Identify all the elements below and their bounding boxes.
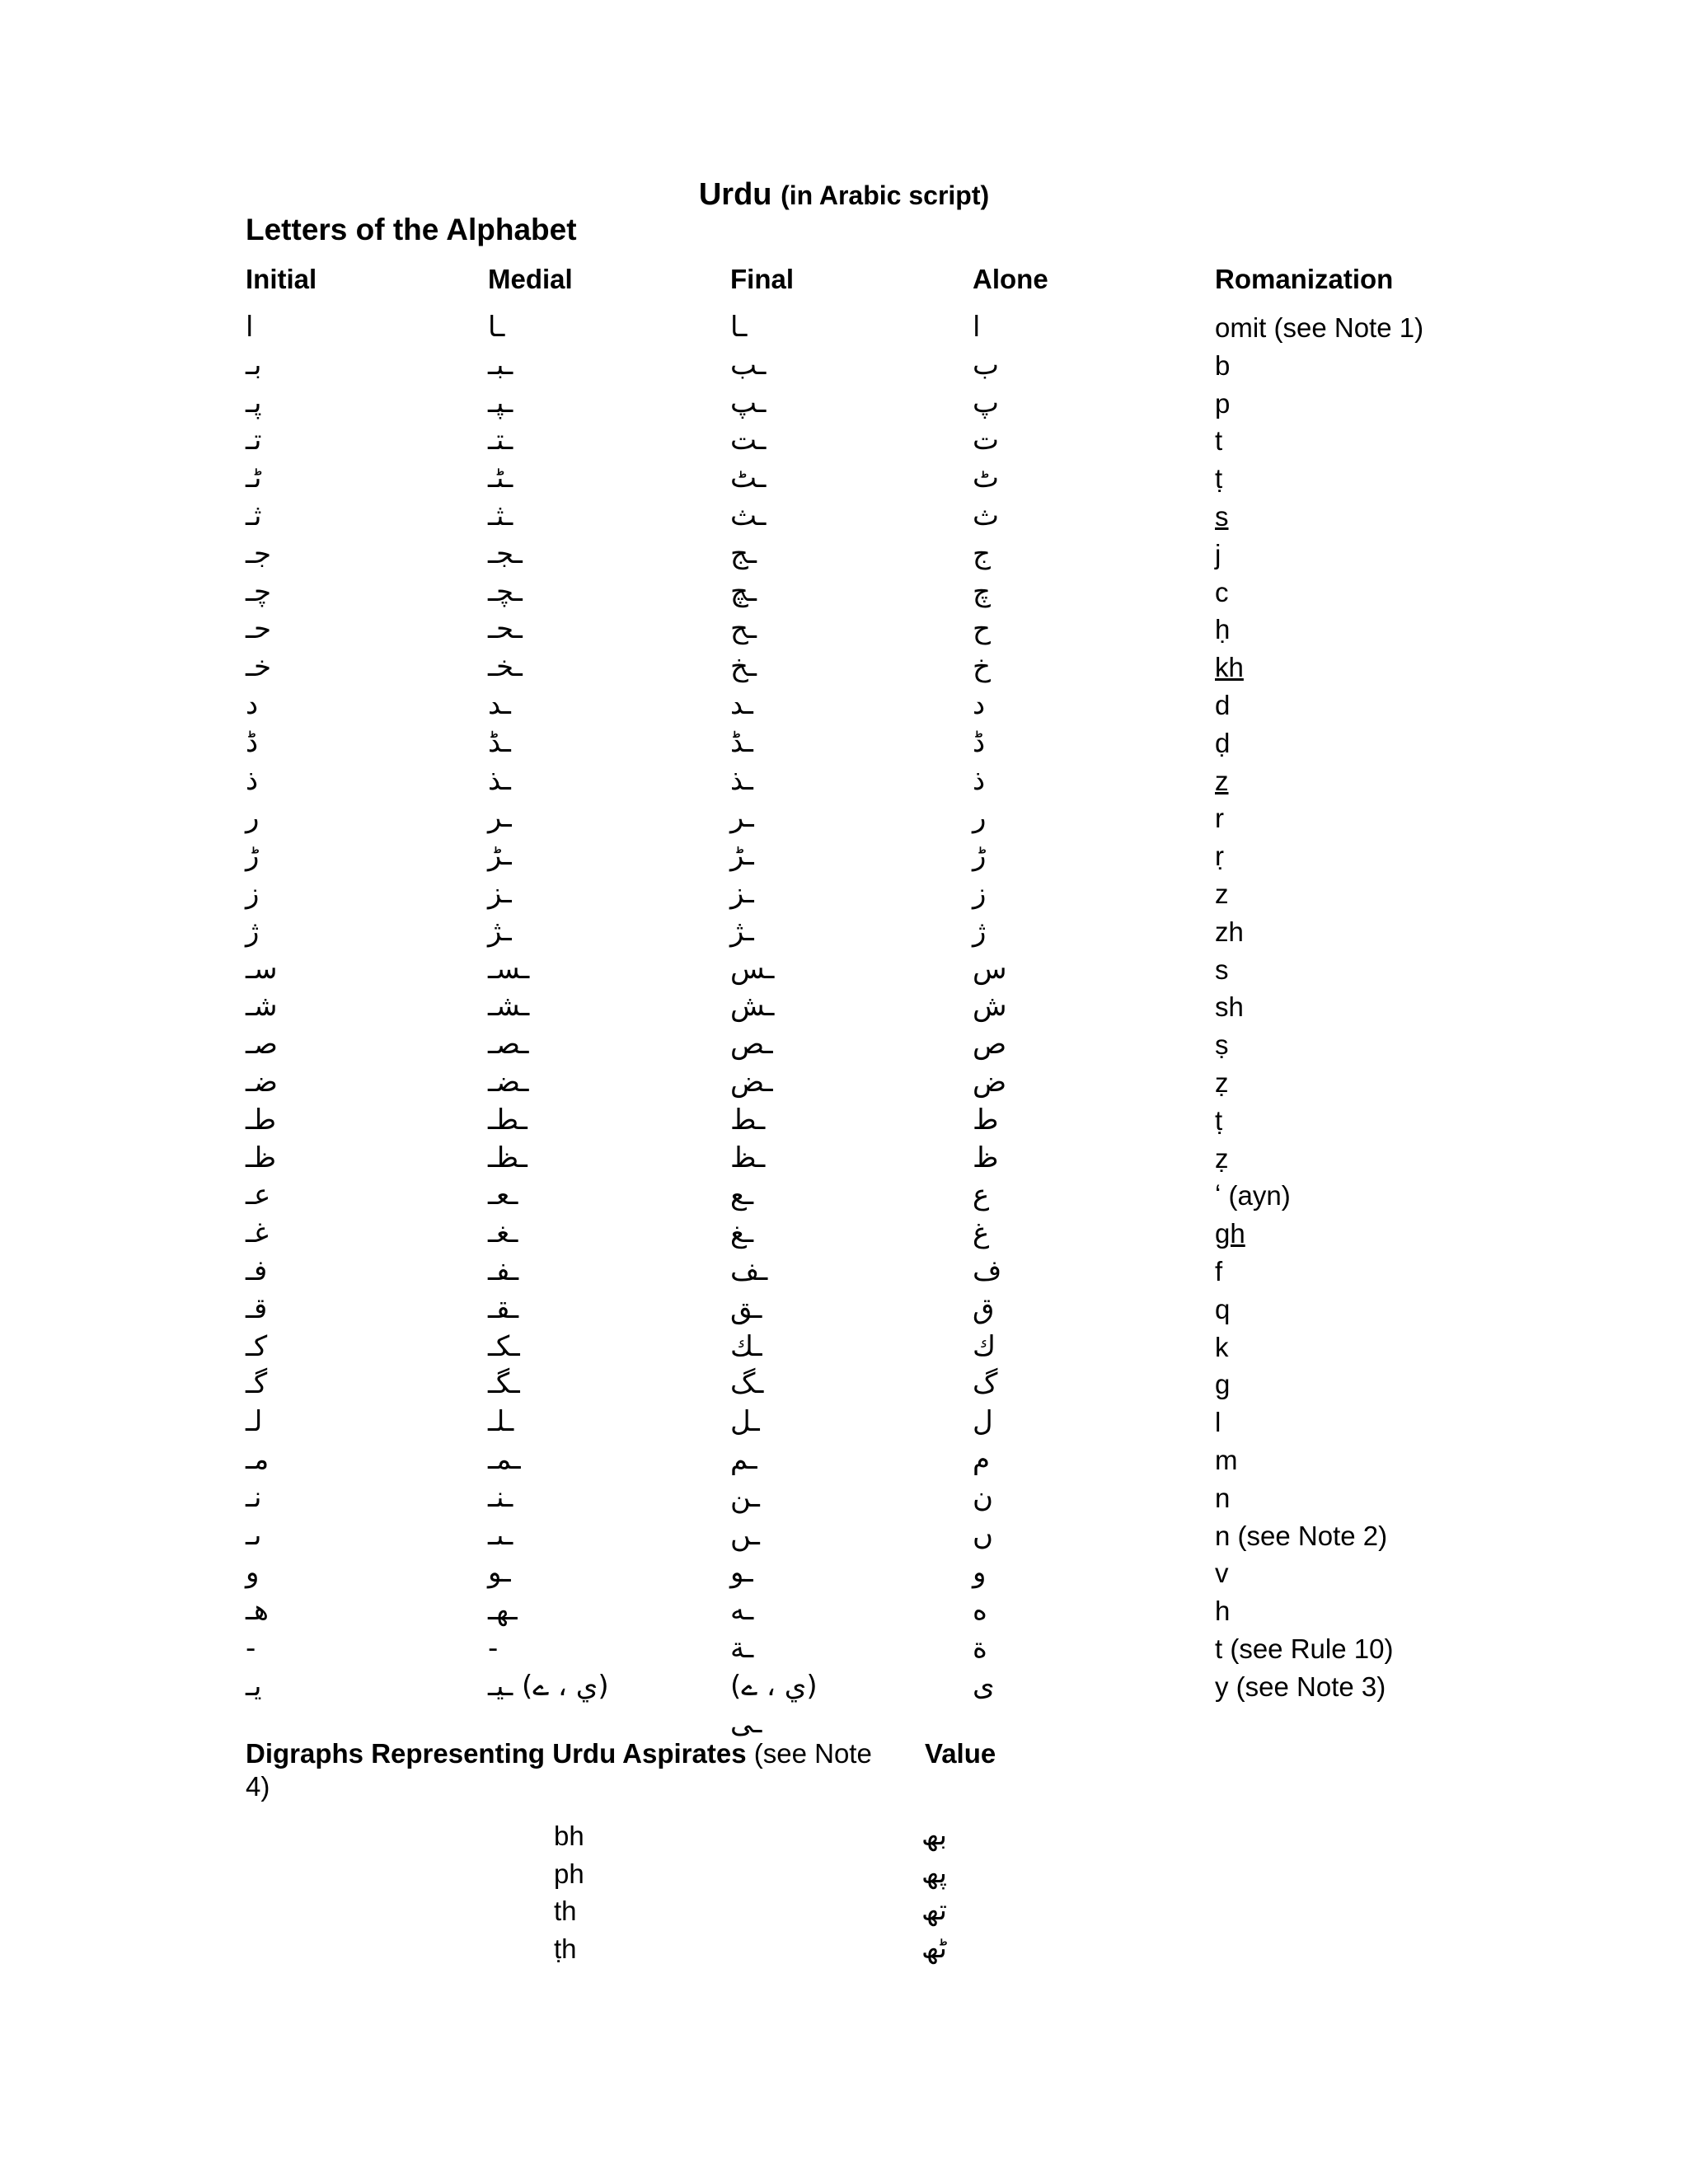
letter-row (0, 799, 1688, 837)
initial-form: پـ (246, 386, 262, 419)
final-form: ـس (730, 952, 775, 986)
initial-form: کـ (246, 1329, 268, 1363)
romanization-value: gh (1215, 1218, 1245, 1249)
final-form: ـق (730, 1291, 762, 1325)
initial-form: بـ (246, 348, 262, 382)
page-title (0, 177, 1688, 213)
letter-row (0, 1215, 1688, 1253)
final-form: ـث (730, 499, 767, 532)
romanization-value: zh (1215, 916, 1244, 947)
romanization-value: l (1215, 1407, 1221, 1438)
letter-row (0, 347, 1688, 385)
medial-form: ـکـ (488, 1329, 520, 1363)
letter-row (0, 724, 1688, 762)
romanization-value: ẓ (1215, 1066, 1229, 1098)
alone-form: خ (973, 650, 991, 684)
digraph-value: تھ (921, 1894, 947, 1927)
alone-form: غ (973, 1216, 990, 1250)
initial-form: ظـ (246, 1141, 277, 1174)
initial-form: عـ (246, 1179, 271, 1212)
romanization-value: d (1215, 689, 1231, 720)
medial-form: ـسـ (488, 952, 530, 986)
alone-form: و (973, 1556, 987, 1590)
initial-form: نـ (246, 1480, 262, 1514)
letter-row (0, 498, 1688, 536)
alone-form: ن (973, 1480, 993, 1514)
final-form: ـچ (730, 574, 757, 608)
initial-form: ںـ (246, 1518, 262, 1552)
letter-row (0, 1026, 1688, 1064)
alone-form: ج (973, 537, 991, 570)
medial-form: ـٹـ (488, 462, 513, 495)
romanization-value: ṣ (1215, 1029, 1229, 1061)
medial-form: ـر (488, 801, 512, 835)
medial-form: ـضـ (488, 1065, 529, 1099)
value-heading: Value (925, 1738, 996, 1769)
romanization-value: sh (1215, 991, 1244, 1023)
digraph-row (0, 1855, 1688, 1893)
initial-form: لـ (246, 1405, 263, 1439)
initial-form: شـ (246, 990, 278, 1024)
letter-row (0, 1140, 1688, 1178)
medial-form: ـچـ (488, 574, 523, 608)
letter-row (0, 1441, 1688, 1479)
letter-row (0, 1253, 1688, 1291)
title-main: Urdu (698, 177, 772, 212)
romanization-value: p (1215, 387, 1231, 419)
digraphs-heading (246, 1737, 897, 1803)
romanization-value: z (1215, 878, 1229, 909)
final-form: ـا (730, 311, 748, 344)
letter-row (0, 1329, 1688, 1366)
alone-form: ل (973, 1405, 993, 1439)
initial-form: ر (246, 801, 260, 835)
alone-form: چ (973, 574, 991, 608)
initial-form: يـ (246, 1669, 262, 1703)
initial-form: تـ (246, 424, 262, 457)
alone-form: پ (973, 386, 1000, 419)
romanization-value: ḥ (1215, 614, 1231, 645)
digraph-latin: ṭh (554, 1933, 577, 1964)
digraphs-table (0, 1817, 1688, 1967)
letter-row (0, 309, 1688, 347)
letter-row (0, 1554, 1688, 1592)
final-form: ـص (730, 1028, 773, 1062)
digraph-value: پھ (921, 1856, 947, 1890)
final-form: ـن (730, 1480, 760, 1514)
final-form: ـب (730, 348, 767, 382)
final-form: ـر (730, 801, 754, 835)
alone-form: ڈ (973, 725, 986, 759)
medial-form: ـطـ (488, 1103, 528, 1137)
digraphs-heading-note: (see Note 4) (246, 1738, 872, 1802)
final-form: ـه (730, 1594, 754, 1628)
alone-form: ڑ (973, 839, 987, 873)
romanization-value: j (1215, 538, 1221, 569)
romanization-value: ʻ (ayn) (1215, 1180, 1291, 1212)
final-form: ـم (730, 1442, 757, 1476)
initial-form: چـ (246, 574, 271, 608)
final-form: ـك (730, 1329, 762, 1363)
romanization-value: ḍ (1215, 727, 1231, 758)
alone-form: ب (973, 348, 1000, 382)
alone-form: س (973, 952, 1007, 986)
final-form: ـل (730, 1405, 760, 1439)
alone-form: م (973, 1442, 991, 1476)
romanization-value: q (1215, 1293, 1231, 1324)
alone-form: ف (973, 1254, 1002, 1287)
final-form: ـذ (730, 763, 753, 797)
alone-form: ص (973, 1028, 1007, 1062)
final-form: ـض (730, 1065, 773, 1099)
final-form: ـد (730, 687, 753, 721)
alone-form: ة (973, 1631, 987, 1665)
initial-form: خـ (246, 650, 271, 684)
medial-form: ـا (488, 311, 505, 344)
letter-row (0, 1291, 1688, 1329)
romanization-value: m (1215, 1444, 1238, 1475)
digraph-latin: bh (554, 1821, 584, 1851)
letter-row (0, 1592, 1688, 1630)
letter-row (0, 913, 1688, 951)
romanization-value: b (1215, 349, 1231, 381)
initial-form: طـ (246, 1103, 277, 1137)
letter-row (0, 875, 1688, 913)
digraph-latin: th (554, 1896, 577, 1926)
medial-form: (ي ، ے) ـيـ (488, 1669, 609, 1703)
initial-form: ذ (246, 763, 259, 797)
initial-form: گـ (246, 1367, 268, 1401)
initial-form: جـ (246, 537, 271, 570)
letter-row (0, 574, 1688, 612)
digraphs-heading-bold: Digraphs Representing Urdu Aspirates (246, 1738, 747, 1769)
letter-row (0, 1177, 1688, 1215)
column-header-initial: Initial (246, 264, 317, 294)
column-header-alone: Alone (973, 264, 1048, 294)
medial-form: ـو (488, 1556, 511, 1590)
medial-form: ـحـ (488, 612, 523, 646)
initial-form: سـ (246, 952, 278, 986)
initial-form: ژ (246, 914, 260, 948)
letter-row (0, 536, 1688, 574)
romanization-value: ẓ (1215, 1142, 1229, 1174)
medial-form: ـجـ (488, 537, 523, 570)
final-form: ـخ (730, 650, 757, 684)
alone-form: گ (973, 1367, 998, 1401)
letter-row (0, 762, 1688, 800)
letter-row (0, 1404, 1688, 1441)
column-header-final: Final (730, 264, 795, 294)
medial-form: ـثـ (488, 499, 513, 532)
letter-row (0, 649, 1688, 687)
digraph-row (0, 1930, 1688, 1968)
final-form: ـط (730, 1103, 766, 1137)
initial-form: ڑ (246, 839, 260, 873)
letter-row (0, 460, 1688, 498)
section-heading: Letters of the Alphabet (246, 213, 577, 246)
romanization-value: ṭ (1215, 1104, 1223, 1136)
letter-row (0, 611, 1688, 649)
medial-form: ـگـ (488, 1367, 520, 1401)
alone-form: ى (973, 1669, 995, 1703)
medial-form: ـبـ (488, 348, 513, 382)
initial-form: مـ (246, 1442, 270, 1476)
final-form: ـٹ (730, 462, 767, 495)
initial-form: حـ (246, 612, 271, 646)
medial-form: ـغـ (488, 1216, 518, 1250)
letter-row (0, 687, 1688, 724)
medial-form: ـقـ (488, 1291, 519, 1325)
medial-form: ـفـ (488, 1254, 519, 1287)
alone-form: ث (973, 499, 1000, 532)
initial-form: قـ (246, 1291, 268, 1325)
digraph-value: ٹھ (921, 1931, 947, 1965)
final-form: ـج (730, 537, 757, 570)
letter-row (0, 1517, 1688, 1555)
romanization-value: n (1215, 1482, 1231, 1513)
initial-form: د (246, 687, 259, 721)
medial-form: ـشـ (488, 990, 530, 1024)
alone-form: ژ (973, 914, 987, 948)
initial-form: ز (246, 876, 260, 910)
alone-form: ض (973, 1065, 1007, 1099)
final-form: ـة (730, 1631, 754, 1665)
initial-form: ضـ (246, 1065, 278, 1099)
letter-row (0, 988, 1688, 1026)
medial-form: ـپـ (488, 386, 513, 419)
medial-form: ـخـ (488, 650, 523, 684)
initial-form: صـ (246, 1028, 278, 1062)
medial-form: ـلـ (488, 1405, 514, 1439)
medial-form: ـڑ (488, 839, 512, 873)
final-form: ـع (730, 1179, 754, 1212)
letters-table (0, 309, 1688, 1741)
romanization-value: z (1215, 765, 1229, 796)
alone-form: ٹ (973, 462, 1000, 495)
romanization-value: s (1215, 954, 1229, 985)
final-form: ـڑ (730, 839, 754, 873)
column-header-medial: Medial (488, 264, 573, 294)
letter-row (0, 422, 1688, 460)
alone-form: ں (973, 1518, 993, 1552)
letter-row (0, 1479, 1688, 1517)
letter-row (0, 1366, 1688, 1404)
alone-form: ط (973, 1103, 999, 1137)
initial-form: ڈ (246, 725, 259, 759)
initial-form: و (246, 1556, 260, 1590)
initial-form: ثـ (246, 499, 262, 532)
final-form: ـگ (730, 1367, 764, 1401)
medial-form: ـظـ (488, 1141, 528, 1174)
alone-form: ه (973, 1594, 987, 1628)
alone-form: ش (973, 990, 1007, 1024)
alone-form: ز (973, 876, 987, 910)
romanization-value: n (see Note 2) (1215, 1520, 1388, 1551)
alone-form: ر (973, 801, 987, 835)
medial-form: ـتـ (488, 424, 513, 457)
letter-row (0, 1102, 1688, 1140)
romanization-value: v (1215, 1558, 1229, 1589)
romanization-value: t (see Rule 10) (1215, 1633, 1394, 1664)
letter-row (0, 385, 1688, 423)
romanization-value: t (1215, 425, 1223, 457)
final-form: ـژ (730, 914, 754, 948)
final-form: ـت (730, 424, 767, 457)
medial-form: - (488, 1631, 499, 1665)
initial-form: ٹـ (246, 462, 262, 495)
romanization-value: y (see Note 3) (1215, 1671, 1386, 1702)
final-form: ـز (730, 876, 754, 910)
final-form: ـپ (730, 386, 767, 419)
digraph-row (0, 1892, 1688, 1930)
medial-form: ـذ (488, 763, 511, 797)
romanization-value: k (1215, 1331, 1229, 1362)
digraph-row (0, 1817, 1688, 1855)
digraph-value: بھ (921, 1819, 947, 1852)
letter-row (0, 837, 1688, 875)
medial-form: ـھـ (488, 1594, 518, 1628)
final-form: ـش (730, 990, 775, 1024)
alone-form: ع (973, 1179, 990, 1212)
alone-form: ك (973, 1329, 996, 1363)
final-form: ـظ (730, 1141, 766, 1174)
romanization-value: g (1215, 1369, 1231, 1400)
title-subtitle: (in Arabic script) (781, 180, 990, 210)
alone-form: د (973, 687, 986, 721)
initial-form: ھـ (246, 1594, 269, 1628)
medial-form: ـصـ (488, 1028, 529, 1062)
romanization-value: ṭ (1215, 463, 1223, 494)
final-form: ـو (730, 1556, 753, 1590)
initial-form: - (246, 1631, 256, 1665)
alone-form: ذ (973, 763, 986, 797)
romanization-value: r (1215, 803, 1224, 834)
medial-form: ـںـ (488, 1518, 513, 1552)
letter-row (0, 951, 1688, 989)
romanization-value: kh (1215, 652, 1244, 683)
letter-row (0, 1630, 1688, 1668)
alone-form: ت (973, 424, 1000, 457)
digraph-latin: ph (554, 1858, 584, 1889)
initial-form: غـ (246, 1216, 269, 1250)
alone-form: ظ (973, 1141, 999, 1174)
romanization-value: ṛ (1215, 841, 1224, 872)
medial-form: ـز (488, 876, 512, 910)
alone-form: ا (973, 311, 981, 344)
final-form: ـغ (730, 1216, 754, 1250)
final-form: ـح (730, 612, 757, 646)
alone-form: ق (973, 1291, 995, 1325)
medial-form: ـژ (488, 914, 512, 948)
final-form: ـں (730, 1518, 760, 1552)
romanization-value: f (1215, 1255, 1223, 1286)
alone-form: ح (973, 612, 991, 646)
medial-form: ـمـ (488, 1442, 521, 1476)
letter-row (0, 1064, 1688, 1102)
romanization-value: s (1215, 500, 1229, 532)
romanization-value: h (1215, 1596, 1231, 1627)
medial-form: ـعـ (488, 1179, 518, 1212)
romanization-value: c (1215, 576, 1229, 607)
column-header-romanization: Romanization (1215, 264, 1394, 294)
final-form: ـڈ (730, 725, 753, 759)
final-form: ـف (730, 1254, 768, 1287)
final-form: (ي ، ے) ـى (730, 1669, 818, 1741)
initial-form: ا (246, 311, 254, 344)
medial-form: ـد (488, 687, 511, 721)
initial-form: فـ (246, 1254, 268, 1287)
medial-form: ـنـ (488, 1480, 513, 1514)
medial-form: ـڈ (488, 725, 511, 759)
letter-row (0, 1668, 1688, 1741)
romanization-value: omit (see Note 1) (1215, 312, 1424, 343)
